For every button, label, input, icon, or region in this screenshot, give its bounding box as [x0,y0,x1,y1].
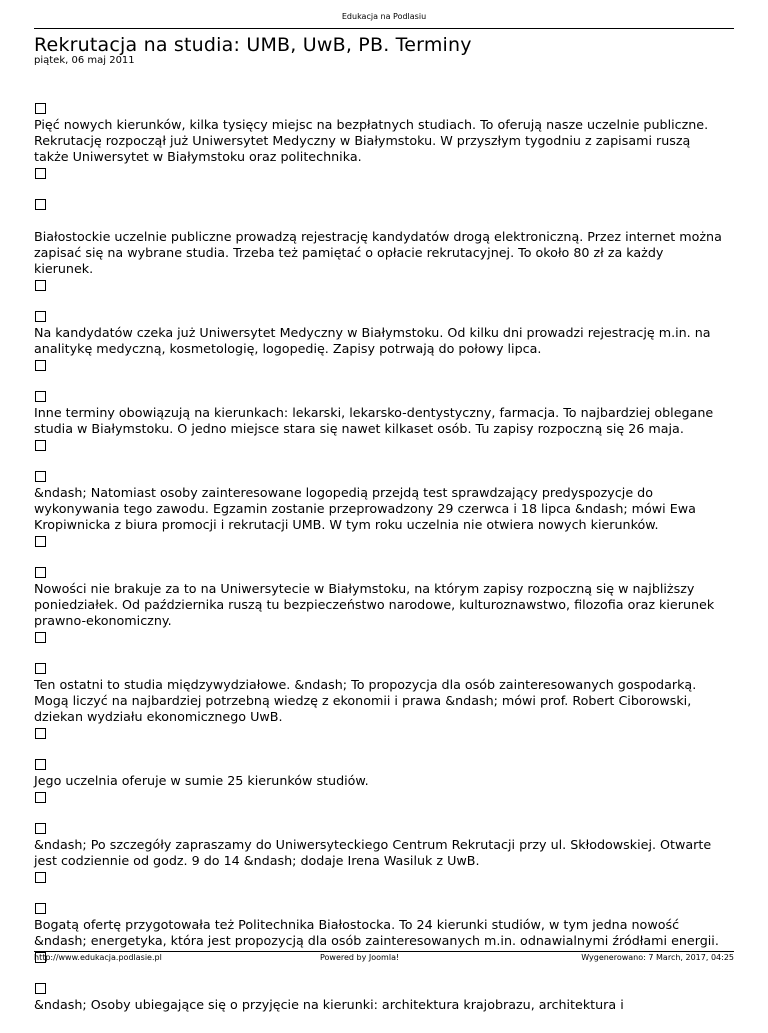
article-body [34,100,724,1033]
broken-image-icon [35,536,46,547]
footer-powered-by: Powered by Joomla! [320,953,400,962]
paragraph: Ten ostatni to studia międzywydziałowe. &ndash; To propozycja dla osób zainteresowanych gospodarką. Mogą liczyć na najbardziej potrzebną wiedzę z ekonomii i prawa &ndash; mówi prof. Robert Ciborowski, dziekan wydziału ekonomicznego UwB. [34,677,697,724]
broken-image-icon [35,311,46,322]
broken-image-icon [35,903,46,914]
broken-image-icon [35,663,46,674]
footer-divider [34,951,734,952]
broken-image-icon [35,471,46,482]
article-date: piątek, 06 maj 2011 [34,55,135,66]
paragraph-block [34,471,724,547]
article-title: Rekrutacja na studia: UMB, UwB, PB. Terminy [34,34,472,56]
paragraph: &ndash; Natomiast osoby zainteresowane logopedią przejdą test sprawdzający predyspozycje do wykonywania tego zawodu. Egzamin zostanie przeprowadzony 29 czerwca i 18 lipca &ndash; mówi Ewa Kropiwnicka z biura promocji i rekrutacji UMB. W tym roku uczelnia nie otwiera nowych kierunków. [34,485,696,532]
broken-image-icon [35,440,46,451]
broken-image-icon [35,199,46,210]
paragraph-block [34,199,724,291]
paragraph: &ndash; Po szczegóły zapraszamy do Uniwersyteckiego Centrum Rekrutacji przy ul. Skłodowskiej. Otwarte jest codziennie od godz. 9 do 14 &ndash; dodaje Irena Wasiluk z UwB. [34,837,712,868]
header-divider [34,28,734,29]
paragraph-block [34,983,724,1013]
paragraph [34,213,724,229]
paragraph: Nowości nie brakuje za to na Uniwersytecie w Białymstoku, na którym zapisy rozpoczną się w najbliższy poniedziałek. Od października ruszą tu bezpieczeństwo narodowe, kulturoznawstwo, filozofia oraz kierunek prawno-ekonomiczny. [34,581,715,628]
paragraph: Pięć nowych kierunków, kilka tysięcy miejsc na bezpłatnych studiach. To oferują nasze uczelnie publiczne. Rekrutację rozpoczął już Uniwersytet Medyczny w Białymstoku. W przyszłym tygodniu z zapisami ruszą także Uniwersytet w Białymstoku oraz politechnika. [34,117,709,164]
broken-image-icon [35,391,46,402]
paragraph-block [34,759,724,803]
footer-url[interactable]: http://www.edukacja.podlasie.pl [34,953,162,962]
broken-image-icon [35,983,46,994]
paragraph: Bogatą ofertę przygotowała też Politechnika Białostocka. To 24 kierunki studiów, w tym jedna nowość &ndash; energetyka, która jest propozycją dla osób zainteresowanych m.in. odnawialnymi źródłami energii. [34,917,719,948]
paragraph-block [34,663,724,739]
broken-image-icon [35,360,46,371]
footer-generated: Wygenerowano: 7 March, 2017, 04:25 [581,953,734,962]
paragraph-block [34,391,724,451]
broken-image-icon [35,728,46,739]
paragraph: Na kandydatów czeka już Uniwersytet Medyczny w Białymstoku. Od kilku dni prowadzi rejestrację m.in. na analitykę medyczną, kosmetologię, logopedię. Zapisy potrwają do połowy lipca. [34,325,711,356]
broken-image-icon [35,280,46,291]
broken-image-icon [35,792,46,803]
broken-image-icon [35,823,46,834]
broken-image-icon [35,872,46,883]
paragraph-block [34,311,724,371]
paragraph: Jego uczelnia oferuje w sumie 25 kierunków studiów. [34,773,369,788]
paragraph-block [34,823,724,883]
broken-image-icon [35,567,46,578]
broken-image-icon [35,759,46,770]
broken-image-icon [35,168,46,179]
broken-image-icon [35,632,46,643]
paragraph-block [34,567,724,643]
broken-image-icon [35,103,46,114]
site-header: Edukacja na Podlasiu [341,12,427,21]
paragraph-block [34,103,724,179]
paragraph: Inne terminy obowiązują na kierunkach: lekarski, lekarsko-dentystyczny, farmacja. To najbardziej oblegane studia w Białymstoku. O jedno miejsce stara się nawet kilkaset osób. Tu zapisy rozpoczną się 26 maja. [34,405,714,436]
paragraph: Białostockie uczelnie publiczne prowadzą rejestrację kandydatów drogą elektroniczną. Przez internet można zapisać się na wybrane studia. Trzeba też pamiętać o opłacie rekrutacyjnej. To około 80 zł za każdy kierunek. [34,229,722,276]
paragraph: &ndash; Osoby ubiegające się o przyjęcie na kierunki: architektura krajobrazu, architektura i [34,997,624,1012]
